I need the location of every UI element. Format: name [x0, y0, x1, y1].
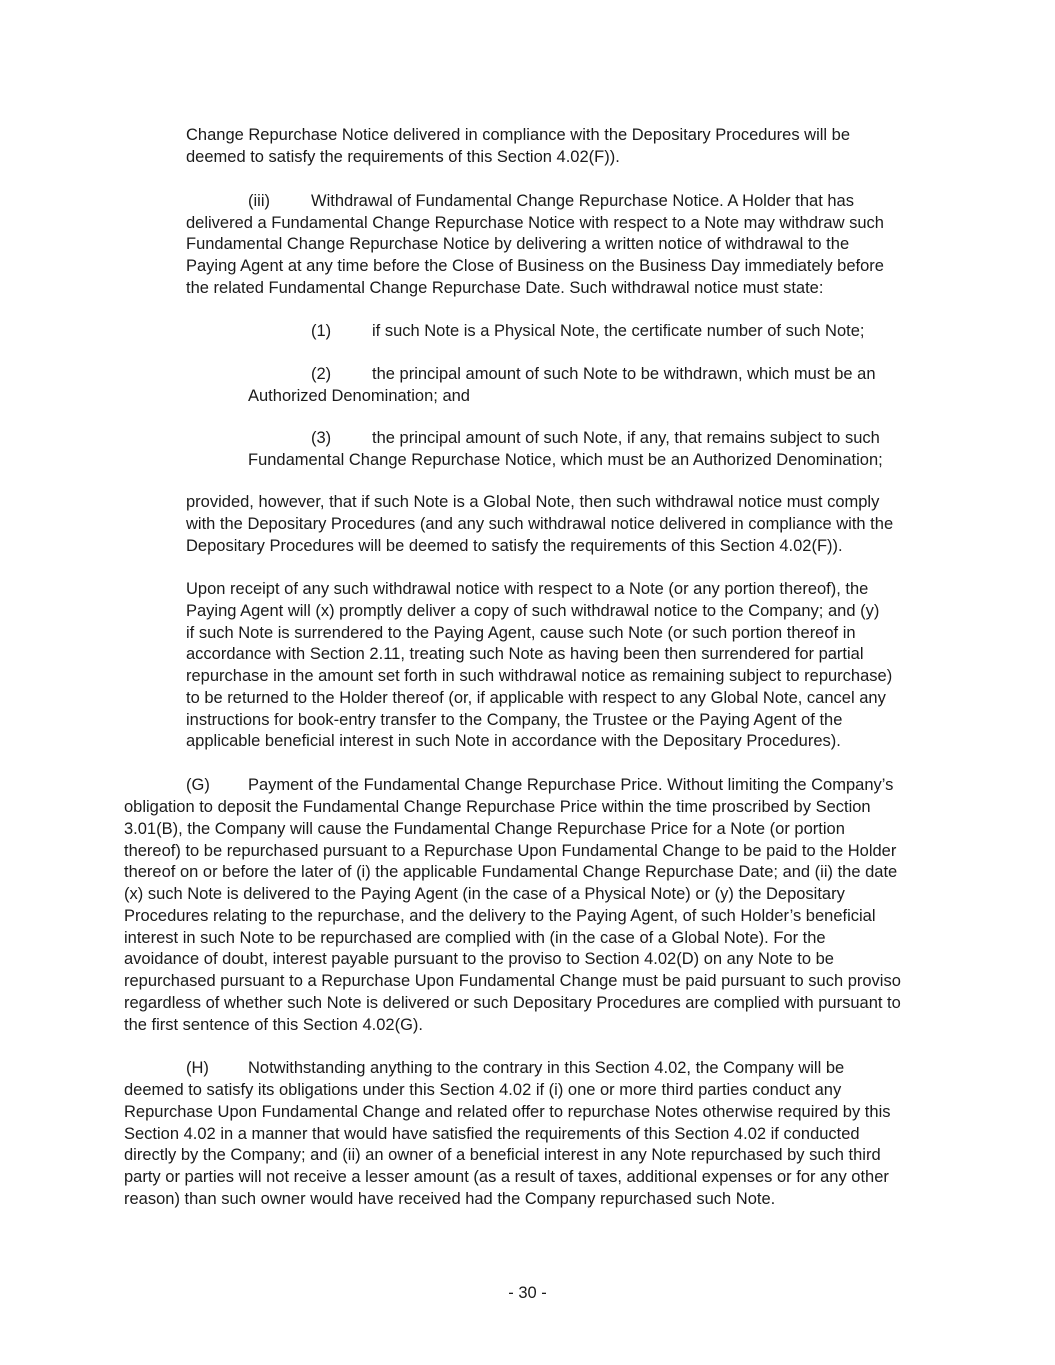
text-line: repurchased pursuant to a Repurchase Upon Fundamental Change must be paid pursuant to such proviso	[124, 972, 901, 990]
text-line: thereof on or before the later of (i) the applicable Fundamental Change Repurchase Date; and (ii) the date	[124, 863, 898, 881]
text-line: provided, however, that if such Note is a Global Note, then such withdrawal notice must comply	[186, 493, 880, 511]
text-line: the principal amount of such Note, if any, that remains subject to such	[372, 429, 880, 447]
text-line: Authorized Denomination; and	[248, 387, 470, 405]
text-line: Paying Agent will (x) promptly deliver a copy of such withdrawal notice to the Company; and (y)	[186, 602, 880, 620]
text-line: if such Note is surrendered to the Paying Agent, cause such Note (or such portion thereof in	[186, 624, 856, 642]
clause-marker: (G)	[186, 776, 210, 794]
text-line: instructions for book-entry transfer to the Company, the Trustee or the Paying Agent of the	[186, 711, 843, 729]
text-line: obligation to deposit the Fundamental Change Repurchase Price within the time proscribed by Section	[124, 798, 871, 816]
text-line: the related Fundamental Change Repurchase Date. Such withdrawal notice must state:	[186, 279, 824, 297]
text-line: avoidance of doubt, interest payable pursuant to the proviso to Section 4.02(D) on any Note to be	[124, 950, 834, 968]
text-line: reason) than such owner would have received had the Company repurchased such Note.	[124, 1190, 776, 1208]
text-line: Section 4.02 in a manner that would have satisfied the requirements of this Section 4.02 if conducted	[124, 1125, 860, 1143]
text-line: thereof) to be repurchased pursuant to a Repurchase Upon Fundamental Change to be paid to the Holder	[124, 842, 897, 860]
text-line: with the Depositary Procedures (and any such withdrawal notice delivered in compliance with the	[186, 515, 894, 533]
text-line: repurchase in the amount set forth in such withdrawal notice as remaining subject to repurchase)	[186, 667, 893, 685]
clause-marker: (3)	[311, 429, 332, 447]
text-line: deemed to satisfy its obligations under this Section 4.02 if (i) one or more third parties conduct any	[124, 1081, 842, 1099]
text-line: Paying Agent at any time before the Close of Business on the Business Day immediately before	[186, 257, 884, 275]
text-line: if such Note is a Physical Note, the certificate number of such Note;	[372, 322, 865, 340]
text-line: Withdrawal of Fundamental Change Repurchase Notice. A Holder that has	[311, 192, 854, 210]
text-line: Repurchase Upon Fundamental Change and related offer to repurchase Notes otherwise required by this	[124, 1103, 891, 1121]
text-line: the first sentence of this Section 4.02(G).	[124, 1016, 423, 1034]
clause-marker: (1)	[311, 322, 332, 340]
text-line: to be returned to the Holder thereof (or, if applicable with respect to any Global Note, cancel any	[186, 689, 886, 707]
text-line: directly by the Company; and (ii) an owner of a beneficial interest in any Note repurchased by such third	[124, 1146, 881, 1164]
clause-marker: (H)	[186, 1059, 209, 1077]
text-line: deemed to satisfy the requirements of this Section 4.02(F)).	[186, 148, 620, 166]
clause-marker: (2)	[311, 365, 332, 383]
page-number: - 30 -	[508, 1284, 547, 1302]
text-line: Notwithstanding anything to the contrary in this Section 4.02, the Company will be	[248, 1059, 845, 1077]
text-line: Change Repurchase Notice delivered in compliance with the Depositary Procedures will be	[186, 126, 851, 144]
text-line: regardless of whether such Note is delivered or such Depositary Procedures are complied with pursuant to	[124, 994, 901, 1012]
text-line: Payment of the Fundamental Change Repurchase Price. Without limiting the Company’s	[248, 776, 894, 794]
text-line: party or parties will not receive a lesser amount (as a result of taxes, additional expenses or for any other	[124, 1168, 889, 1186]
clause-marker: (iii)	[248, 192, 270, 210]
text-line: Fundamental Change Repurchase Notice by delivering a written notice of withdrawal to the	[186, 235, 850, 253]
text-line: applicable beneficial interest in such Note in accordance with the Depositary Procedures).	[186, 732, 841, 750]
text-line: 3.01(B), the Company will cause the Fundamental Change Repurchase Price for a Note (or portion	[124, 820, 845, 838]
text-line: accordance with Section 2.11, treating such Note as having been then surrendered for partial	[186, 645, 864, 663]
text-line: Fundamental Change Repurchase Notice, which must be an Authorized Denomination;	[248, 451, 883, 469]
text-line: the principal amount of such Note to be withdrawn, which must be an	[372, 365, 876, 383]
text-line: delivered a Fundamental Change Repurchase Notice with respect to a Note may withdraw such	[186, 214, 884, 232]
text-line: Procedures relating to the repurchase, and the delivery to the Paying Agent, of such Holder’s beneficial	[124, 907, 876, 925]
text-line: Upon receipt of any such withdrawal notice with respect to a Note (or any portion thereof), the	[186, 580, 869, 598]
text-line: interest in such Note to be repurchased are complied with (in the case of a Global Note). For the	[124, 929, 826, 947]
text-line: Depositary Procedures will be deemed to satisfy the requirements of this Section 4.02(F)).	[186, 537, 843, 555]
text-line: (x) such Note is delivered to the Paying Agent (in the case of a Physical Note) or (y) the Depositary	[124, 885, 845, 903]
